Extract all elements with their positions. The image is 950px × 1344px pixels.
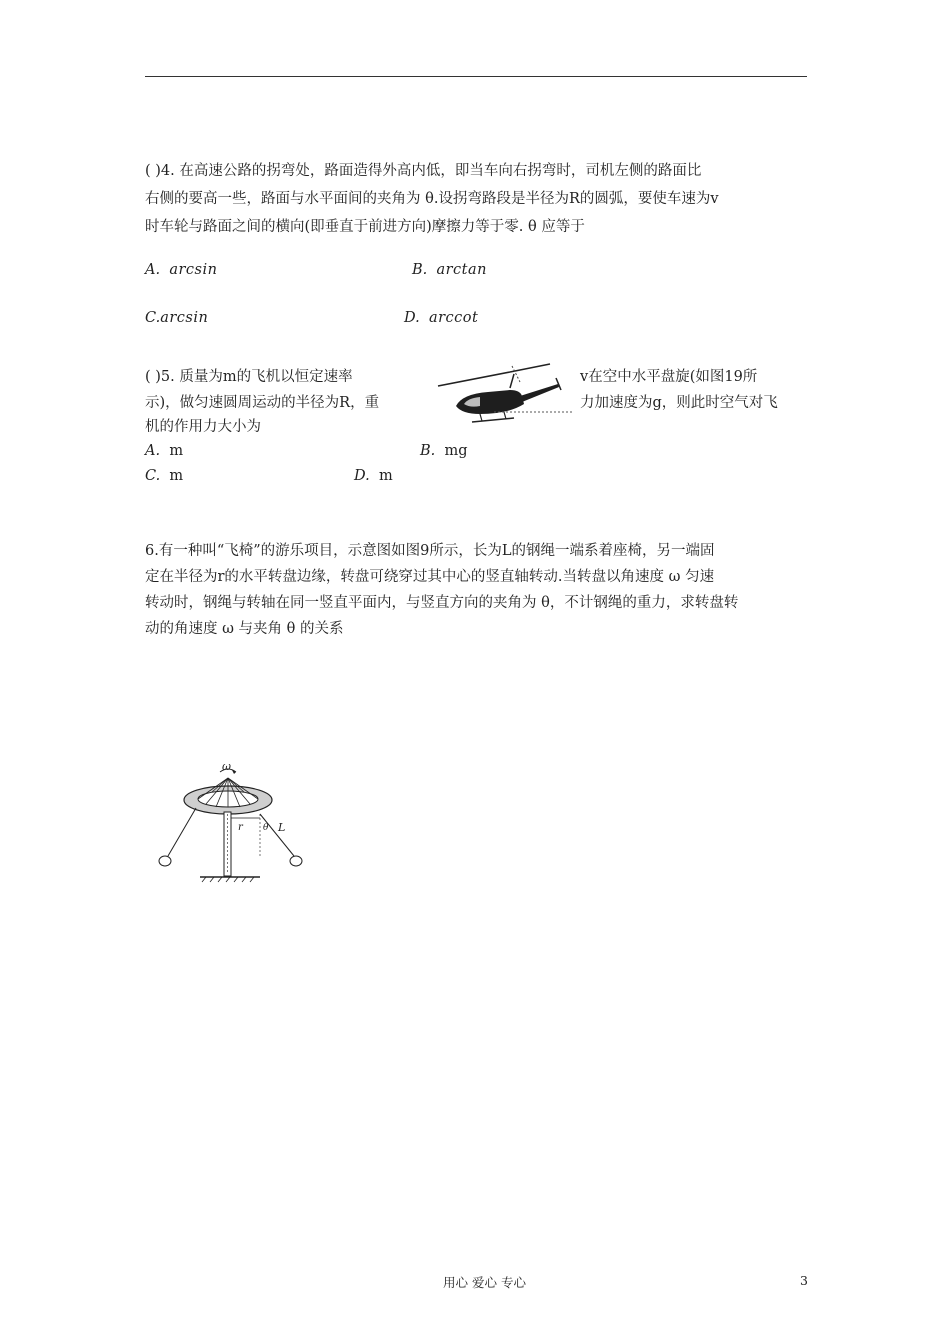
q5-option-a-text: m: [169, 443, 184, 459]
q5-option-d: [354, 468, 393, 484]
q6-line-4: 动的角速度 ω 与夹角 θ 的关系: [145, 621, 344, 637]
q6-line-2: 定在半径为r的水平转盘边缘，转盘可绕穿过其中心的竖直轴转动.当转盘以角速度 ω 匀速: [145, 569, 715, 585]
helicopter-figure: [428, 360, 574, 432]
q4-option-c: [145, 310, 208, 326]
page-number: 3: [800, 1273, 808, 1288]
q5-option-c: [145, 468, 183, 484]
flying-chair-figure: [150, 758, 310, 886]
q5-option-a-label: A.: [145, 443, 161, 459]
q5-line-2-left: 示)，做匀速圆周运动的半径为R，重: [145, 395, 380, 411]
q4-line-1: ( )4. 在高速公路的拐弯处，路面造得外高内低，即当车向右拐弯时，司机左侧的路面比: [145, 163, 702, 179]
q5-option-b-label: B.: [420, 443, 436, 459]
q4-option-c-text: arcsin: [160, 310, 209, 326]
q5-option-d-text: m: [378, 468, 393, 484]
q4-option-d: [404, 310, 478, 326]
figure-r-label: r: [238, 822, 243, 833]
q5-option-b-text: mg: [444, 443, 468, 459]
q5-option-b: [420, 443, 468, 459]
header-rule: [145, 76, 807, 77]
figure-theta-label: θ: [263, 823, 269, 833]
q5-option-c-label: C.: [145, 468, 161, 484]
q5-line-2-right: 力加速度为g，则此时空气对飞: [580, 395, 778, 411]
q4-option-a-text: arcsin: [169, 262, 218, 278]
q4-option-a-label: A.: [145, 262, 161, 278]
q6-line-3: 转动时，钢绳与转轴在同一竖直平面内，与竖直方向的夹角为 θ，不计钢绳的重力，求转盘转: [145, 595, 739, 611]
q5-line-1-right: v在空中水平盘旋(如图19所: [580, 369, 758, 385]
q4-line-3: 时车轮与路面之间的横向(即垂直于前进方向)摩擦力等于零. θ 应等于: [145, 219, 585, 235]
q4-option-d-text: arccot: [428, 310, 479, 326]
figure-L-label: L: [278, 821, 286, 834]
q5-option-c-text: m: [169, 468, 184, 484]
q4-line-2: 右侧的要高一些，路面与水平面间的夹角为 θ.设拐弯路段是半径为R的圆弧，要使车速为v: [145, 191, 719, 207]
q5-line-1-left: ( )5. 质量为m的飞机以恒定速率: [145, 369, 353, 385]
q4-option-b: [412, 262, 487, 278]
q4-option-c-label: C.: [145, 310, 161, 326]
q5-option-d-label: D.: [354, 468, 370, 484]
q4-option-d-label: D.: [404, 310, 420, 326]
q4-option-a: [145, 262, 217, 278]
footer-motto: 用心 爱心 专心: [443, 1275, 526, 1290]
q5-line-3: 机的作用力大小为: [145, 419, 261, 435]
q5-option-a: [145, 443, 183, 459]
q6-line-1: 6.有一种叫“飞椅”的游乐项目，示意图如图9所示，长为L的钢绳一端系着座椅，另一端固: [145, 543, 715, 559]
figure-omega-label: ω: [222, 760, 231, 773]
q4-option-b-text: arctan: [436, 262, 487, 278]
q4-option-b-label: B.: [412, 262, 428, 278]
